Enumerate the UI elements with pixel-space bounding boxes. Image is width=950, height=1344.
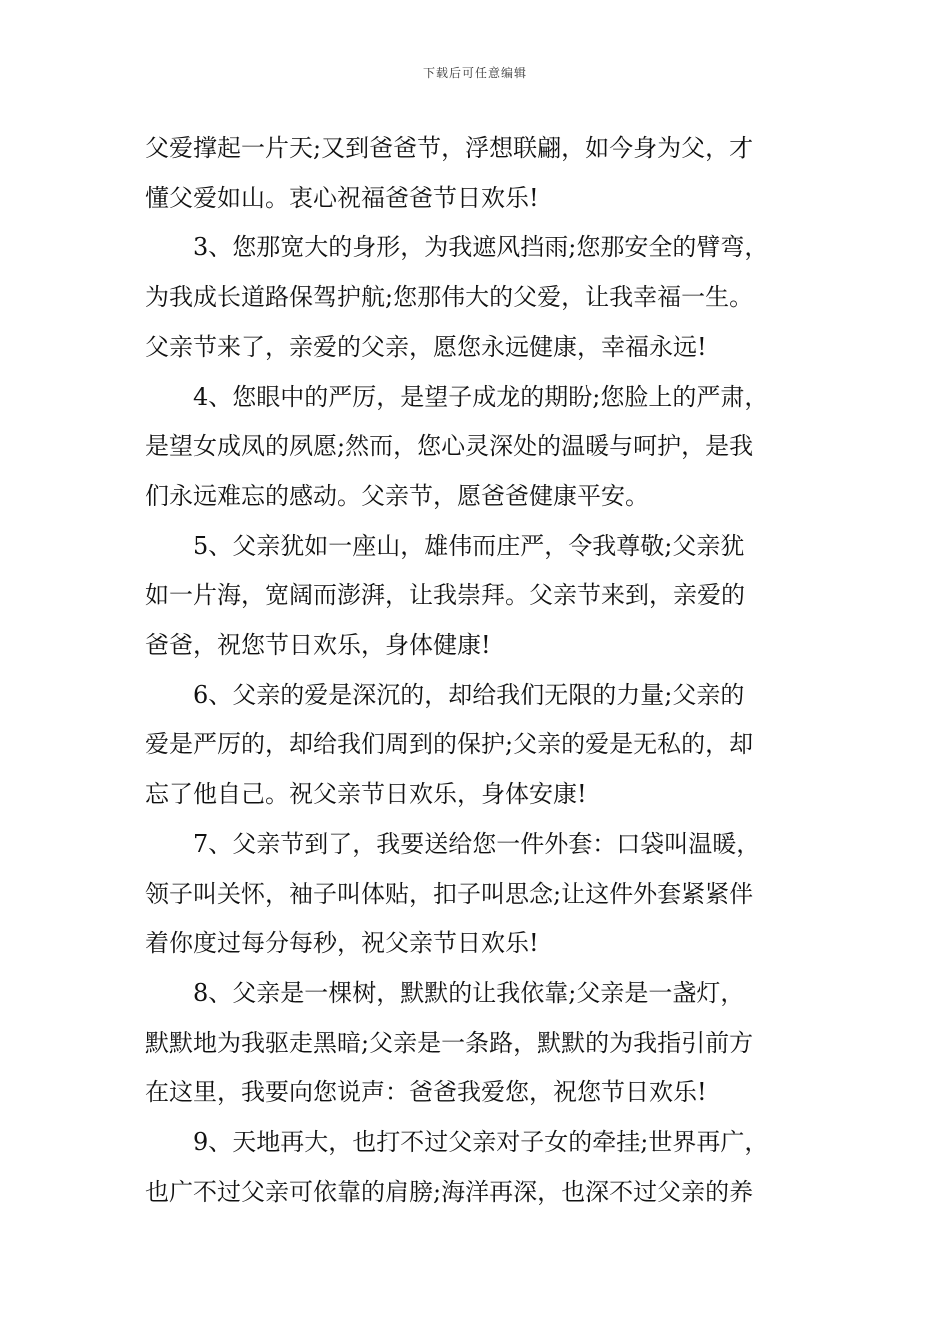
paragraph [145, 671, 835, 820]
text-line: 着你度过每分每秒，祝父亲节日欢乐! [145, 929, 539, 958]
text-line: 父爱撑起一片天;又到爸爸节，浮想联翩，如今身为父，才 [145, 134, 754, 162]
text-line: 5、父亲犹如一座山，雄伟而庄严，令我尊敬;父亲犹 [193, 531, 745, 560]
paragraph [145, 1118, 835, 1217]
text-line: 4、您眼中的严厉，是望子成龙的期盼;您脸上的严肃， [193, 382, 769, 411]
text-line: 默默地为我驱走黑暗;父亲是一条路，默默的为我指引前方 [145, 1028, 754, 1057]
text-line: 领子叫关怀，袖子叫体贴，扣子叫思念;让这件外套紧紧伴 [145, 879, 754, 908]
text-line: 为我成长道路保驾护航;您那伟大的父爱，让我幸福一生。 [145, 283, 754, 312]
paragraph [145, 820, 835, 969]
paragraph [145, 969, 835, 1118]
text-line: 也广不过父亲可依靠的肩膀;海洋再深，也深不过父亲的养 [145, 1177, 754, 1206]
text-line: 9、天地再大，也打不过父亲对子女的牵挂;世界再广， [193, 1128, 769, 1157]
paragraph [145, 124, 835, 223]
text-line: 是望女成凤的夙愿;然而，您心灵深处的温暖与呵护，是我 [145, 432, 754, 461]
text-line: 8、父亲是一棵树，默默的让我依靠;父亲是一盏灯， [193, 978, 745, 1007]
text-line: 3、您那宽大的身形，为我遮风挡雨;您那安全的臂弯， [193, 233, 769, 262]
text-line: 懂父爱如山。衷心祝福爸爸节日欢乐! [145, 183, 539, 212]
paragraph [145, 223, 835, 372]
text-line: 如一片海，宽阔而澎湃，让我崇拜。父亲节来到，亲爱的 [145, 581, 745, 610]
text-line: 7、父亲节到了，我要送给您一件外套：口袋叫温暖， [193, 829, 761, 858]
paragraph [145, 373, 835, 522]
page-header: 下载后可任意编辑 [422, 66, 527, 80]
text-line: 们永远难忘的感动。父亲节，愿爸爸健康平安。 [145, 481, 649, 510]
paragraph [145, 522, 835, 671]
document-body [145, 124, 835, 1217]
text-line: 在这里，我要向您说声：爸爸我爱您，祝您节日欢乐! [145, 1078, 707, 1107]
text-line: 忘了他自己。祝父亲节日欢乐，身体安康! [145, 780, 587, 809]
text-line: 爱是严厉的，却给我们周到的保护;父亲的爱是无私的，却 [145, 730, 754, 759]
text-line: 6、父亲的爱是深沉的，却给我们无限的力量;父亲的 [193, 680, 745, 709]
text-line: 父亲节来了，亲爱的父亲，愿您永远健康，幸福永远! [145, 332, 707, 361]
text-line: 爸爸，祝您节日欢乐，身体健康! [145, 631, 491, 660]
